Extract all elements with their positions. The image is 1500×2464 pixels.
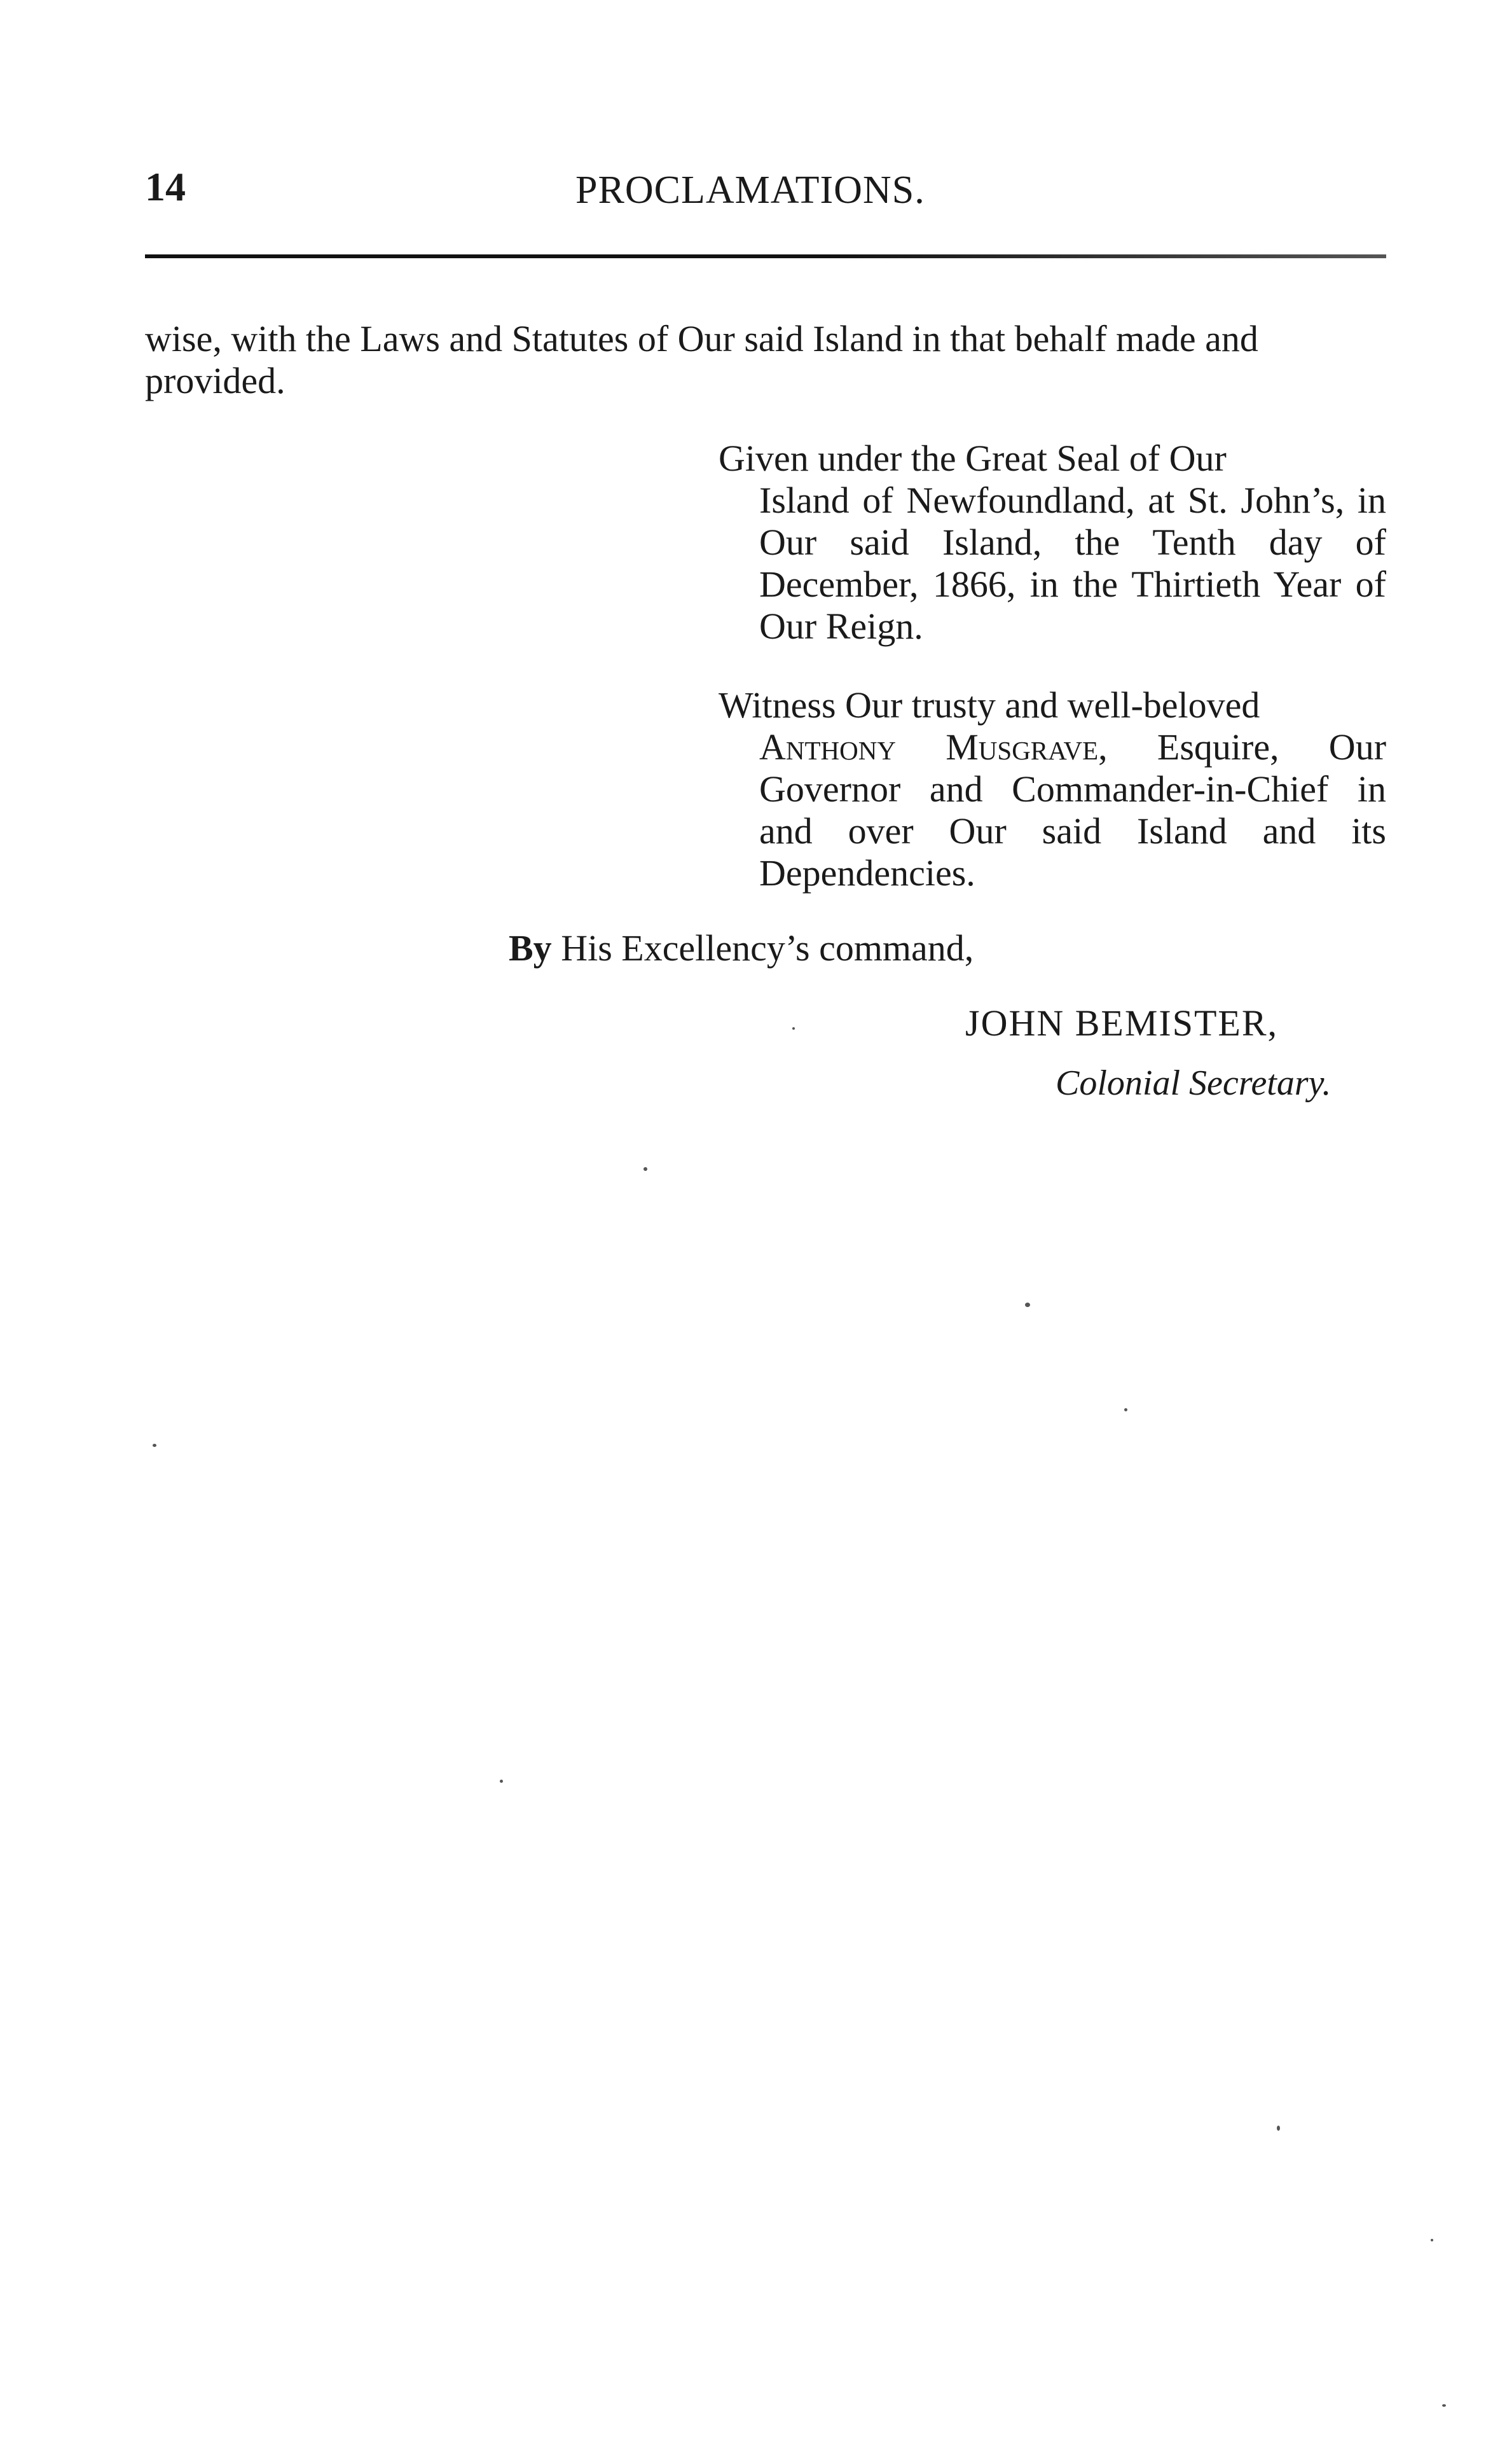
paper-speck <box>153 1444 156 1447</box>
witness-first-line: Witness Our trusty and well-beloved <box>719 684 1260 726</box>
signer-name: JOHN BEMISTER, <box>965 1002 1279 1044</box>
paper-speck <box>1124 1408 1127 1411</box>
paper-speck <box>1025 1303 1030 1307</box>
paper-speck <box>500 1780 503 1783</box>
paper-speck <box>1431 2239 1433 2241</box>
governor-name: Anthony Musgrave <box>759 726 1099 768</box>
given-rest: Island of Newfoundland, at St. John’s, in Our said Island, the Tenth day of December, 1866, in the Thirtieth Year of Our Reign. <box>759 480 1386 647</box>
command-by: By <box>509 927 552 969</box>
paper-speck <box>1277 2126 1280 2131</box>
paper-speck <box>643 1167 647 1171</box>
given-under-seal-block <box>719 438 1386 647</box>
command-text: His Excellency’s command, <box>551 927 974 969</box>
given-first-line: Given under the Great Seal of Our <box>719 438 1227 479</box>
witness-block <box>719 684 1386 894</box>
paper-speck <box>1442 2404 1446 2407</box>
witness-rest <box>719 726 1386 894</box>
header-rule <box>145 254 1386 258</box>
signer-office: Colonial Secretary. <box>1056 1063 1331 1103</box>
continuation-paragraph: wise, with the Laws and Statutes of Our said Island in that behalf made and provided. <box>145 318 1258 401</box>
witness-rest-text: , Esquire, Our Governor and Commander-in-Chief in and over Our said Island and its Dependencies. <box>759 726 1387 894</box>
paper-speck <box>792 1027 795 1030</box>
running-head: PROCLAMATIONS. <box>575 169 925 212</box>
command-line <box>509 927 974 969</box>
page-number: 14 <box>145 164 186 209</box>
